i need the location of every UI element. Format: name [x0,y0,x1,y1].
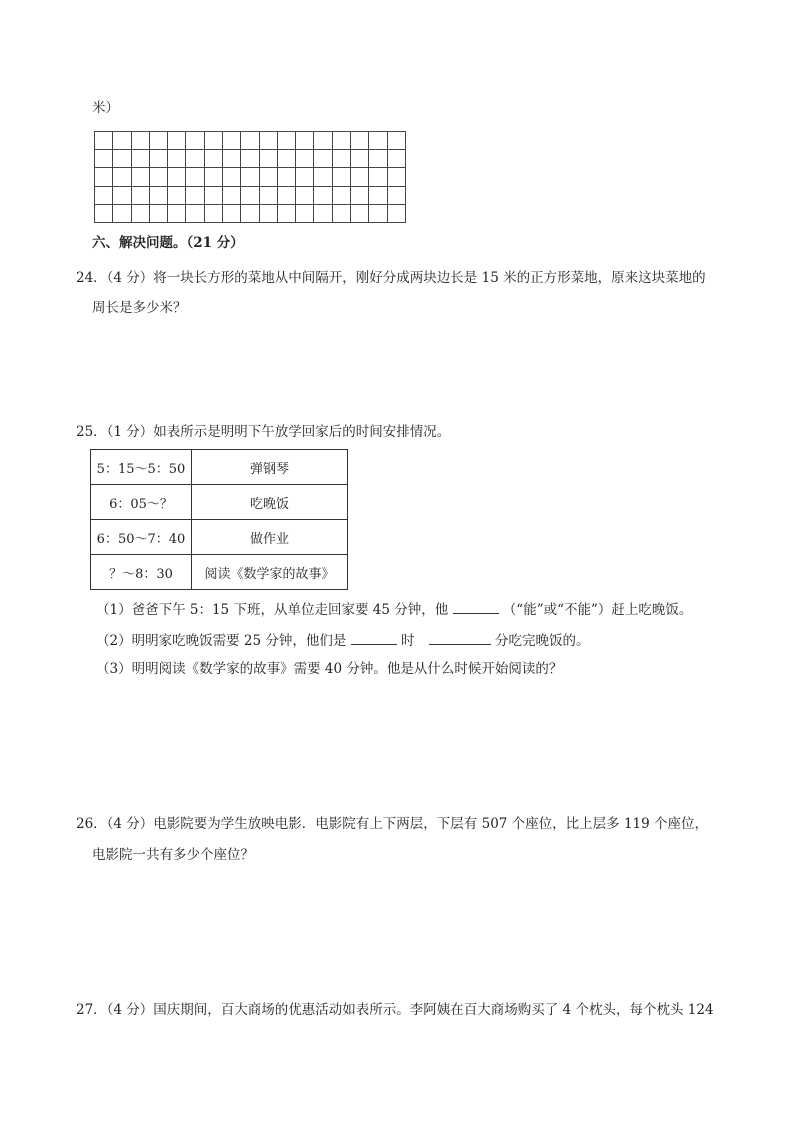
grid-cell [204,204,222,222]
grid-cell [149,204,167,222]
grid-cell [296,204,314,222]
activity-cell: 阅读《数学家的故事》 [192,555,348,590]
grid-cell [222,204,240,222]
grid-cell [204,168,222,186]
grid-cell [296,132,314,150]
grid-cell [131,150,149,168]
grid-cell [186,204,204,222]
grid-cell [350,150,368,168]
grid-cell [259,168,277,186]
grid-cell [350,204,368,222]
grid-cell [314,204,332,222]
grid-cell [387,204,406,222]
grid-row [95,132,406,150]
time-cell: ？～8：30 [91,555,192,590]
grid-cell [113,168,131,186]
q25-sub1-text: （1）爸爸下午 5：15 下班，从单位走回家要 45 分钟，他 [96,602,449,618]
activity-cell: 弹钢琴 [192,450,348,485]
grid-cell [149,132,167,150]
grid-cell [259,132,277,150]
grid-cell [186,186,204,204]
grid-cell [95,186,113,204]
grid-cell [113,186,131,204]
grid-cell [369,150,387,168]
grid-row [95,186,406,204]
grid-cell [296,168,314,186]
grid-cell [186,150,204,168]
activity-cell: 做作业 [192,520,348,555]
grid-cell [387,150,406,168]
grid-cell [149,186,167,204]
grid-cell [168,150,186,168]
grid-cell [186,132,204,150]
grid-cell [332,204,350,222]
grid-cell [332,150,350,168]
grid-cell [277,132,295,150]
grid-cell [369,186,387,204]
grid-cell [350,168,368,186]
grid-row [95,204,406,222]
grid-cell [222,132,240,150]
grid-cell [113,150,131,168]
grid-cell [387,186,406,204]
grid-cell [314,132,332,150]
grid-cell [168,168,186,186]
grid-cell [369,132,387,150]
grid-cell [241,150,259,168]
grid-cell [149,150,167,168]
table-row [91,520,348,555]
activity-cell: 吃晚饭 [192,485,348,520]
grid-cell [241,168,259,186]
grid-cell [222,186,240,204]
hour-blank[interactable] [351,632,397,645]
grid-cell [259,204,277,222]
grid-cell [387,132,406,150]
grid-cell [332,168,350,186]
grid-cell [95,168,113,186]
grid-cell [168,186,186,204]
grid-cell [350,132,368,150]
grid-cell [314,168,332,186]
grid-cell [131,168,149,186]
grid-cell [277,186,295,204]
grid-cell [277,150,295,168]
grid-cell [168,132,186,150]
schedule-table [90,449,348,590]
minute-blank[interactable] [429,632,491,645]
q26-line2: 电影院一共有多少个座位？ [92,847,254,863]
grid-cell [296,150,314,168]
q26-line1: 26．（4 分）电影院要为学生放映电影．电影院有上下两层，下层有 507 个座位，比上层多 119 个座位， [76,816,709,832]
section-title: 六、解决问题。（21 分） [92,235,244,251]
grid-cell [277,204,295,222]
q25-sub2-hour-label: 时 [400,633,415,649]
q25-sub1 [96,601,692,618]
q25-sub3: （3）明明阅读《数学家的故事》需要 40 分钟。他是从什么时候开始阅读的？ [96,661,563,677]
time-cell: 6：05～？ [91,485,192,520]
text-fragment: 米） [92,100,119,116]
grid-row [95,150,406,168]
grid-cell [314,150,332,168]
grid-cell [186,168,204,186]
grid-cell [131,186,149,204]
q25-sub2 [96,632,590,649]
q25-sub1-text-end: （“能”或“不能”）赶上吃晚饭。 [502,602,693,618]
grid-cell [131,132,149,150]
grid-cell [131,204,149,222]
grid-cell [296,186,314,204]
grid-cell [277,168,295,186]
q25-intro: 25．（1 分）如表所示是明明下午放学回家后的时间安排情况。 [76,424,451,440]
grid-cell [222,150,240,168]
grid-cell [95,150,113,168]
grid-cell [168,204,186,222]
grid-cell [95,204,113,222]
grid-cell [149,168,167,186]
grid-cell [259,186,277,204]
answer-blank[interactable] [453,601,499,614]
time-cell: 5：15～5：50 [91,450,192,485]
table-row [91,450,348,485]
grid-cell [204,132,222,150]
time-cell: 6：50～7：40 [91,520,192,555]
grid-cell [369,168,387,186]
grid-cell [332,186,350,204]
grid-cell [204,150,222,168]
grid-cell [350,186,368,204]
table-row [91,485,348,520]
grid-cell [241,186,259,204]
table-row [91,555,348,590]
grid-row [95,168,406,186]
grid-cell [204,186,222,204]
grid-cell [95,132,113,150]
q24-line1: 24．（4 分）将一块长方形的菜地从中间隔开，刚好分成两块边长是 15 米的正方形菜地，原来这块菜地的 [76,270,706,286]
q25-sub2-text-end: 分吃完晚饭的。 [495,633,590,649]
q24-line2: 周长是多少米？ [92,300,187,316]
q27-line1: 27．（4 分）国庆期间，百大商场的优惠活动如表所示。李阿姨在百大商场购买了 4 个枕头，每个枕头 124 [76,1002,714,1018]
writing-grid [94,131,406,223]
grid-cell [369,204,387,222]
grid-cell [241,204,259,222]
grid-cell [222,168,240,186]
grid-cell [387,168,406,186]
grid-cell [314,186,332,204]
q25-sub2-text: （2）明明家吃晚饭需要 25 分钟，他们是 [96,633,347,649]
grid-cell [113,204,131,222]
grid-cell [259,150,277,168]
grid-cell [332,132,350,150]
grid-cell [241,132,259,150]
grid-cell [113,132,131,150]
